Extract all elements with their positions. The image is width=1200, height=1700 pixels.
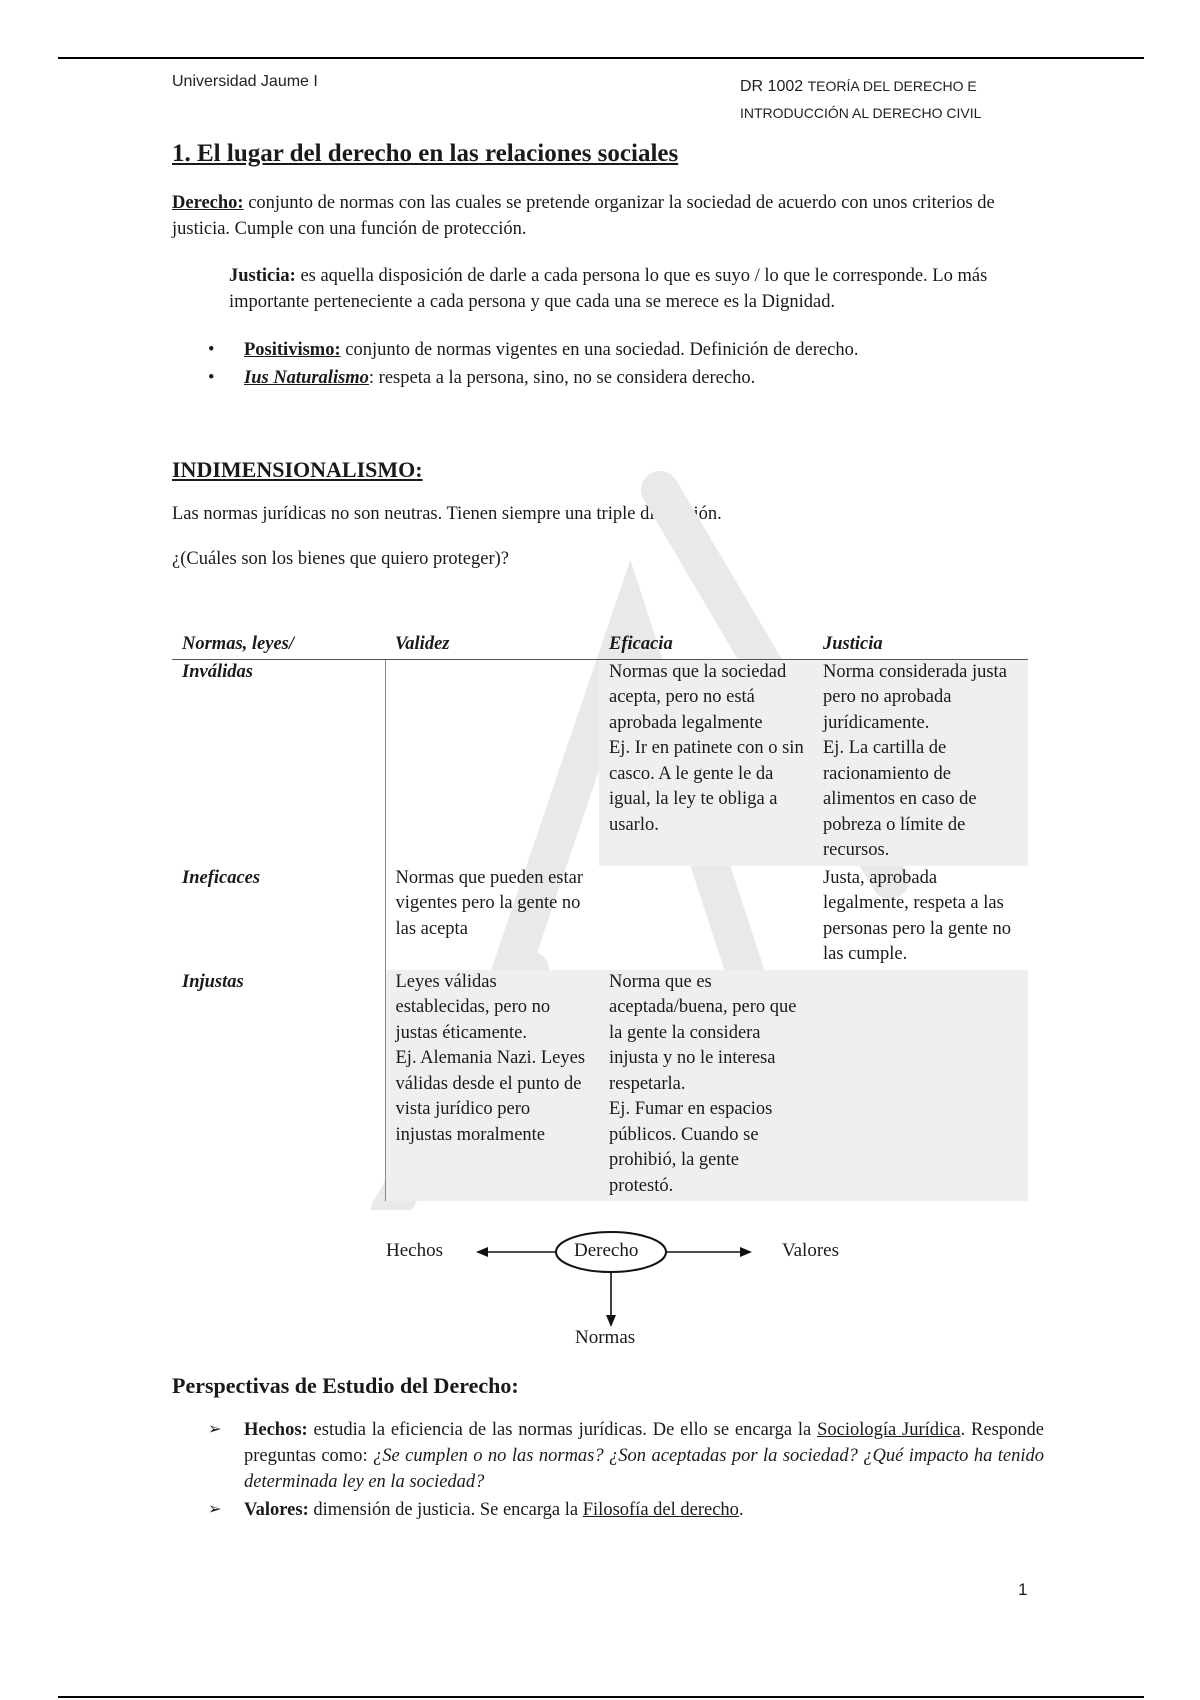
diagram-hechos: Hechos [386,1240,443,1261]
course-title-line2: INTRODUCCIÓN AL DERECHO CIVIL [740,105,982,121]
diagram-derecho: Derecho [574,1240,639,1261]
cell-validez: Leyes válidas establecidas, pero no justas éticamente. Ej. Alemania Nazi. Leyes válidas desde el punto de vista jurídico pero injustas moralmente [385,970,599,1202]
table-row [172,970,1028,1202]
bullet-label: Ius Naturalismo [244,368,369,388]
item-text: . Responde preguntas como: [244,1420,1044,1466]
perspectivas-title: Perspectivas de Estudio del Derecho: [172,1373,519,1398]
cell-justicia: Justa, aprobada legalmente, respeta a las personas pero la gente no las cumple. [823,867,1012,964]
bullet-icon: • [208,368,215,388]
cell-validez [385,659,599,866]
arrowhead-right-icon [740,1247,752,1257]
indimensionalismo-line1: Las normas jurídicas no son neutras. Tienen siempre una triple dimensión. [172,504,722,524]
cell-eficacia [599,866,813,970]
bullet-label: Positivismo: [244,340,341,360]
list-item [208,364,858,392]
header-course [740,73,981,126]
arrow-bullet-icon: ➢ [208,1501,222,1518]
arrowhead-left-icon [476,1247,488,1257]
list-item [208,1497,1044,1523]
doctrine-list [208,336,858,392]
cell-validez: Normas que pueden estar vigentes pero la gente no las acepta [385,866,599,970]
justicia-text: es aquella disposición de darle a cada persona lo que es suyo / lo que le corresponde. Lo más importante perteneciente a cada persona y que cada una se merece es la Dignidad. [229,266,988,312]
item-text: estudia la eficiencia de las normas jurídicas. De ello se encarga la [307,1420,818,1440]
table-header-row [172,632,1028,659]
header-university: Universidad Jaume I [172,73,318,90]
bullet-text: : respeta a la persona, sino, no se considera derecho. [368,368,756,388]
table-header: Justicia [813,632,1028,659]
indimensionalismo-line2: ¿(Cuáles son los bienes que quiero proteger)? [172,549,510,569]
arrowhead-down-icon [606,1315,616,1327]
top-rule [58,57,1144,59]
item-discipline: Filosofía del derecho [582,1500,739,1520]
item-label: Hechos: [244,1420,308,1440]
arrow-bullet-icon: ➢ [208,1421,222,1438]
table-header: Eficacia [599,632,813,659]
page-number: 1 [1018,1580,1028,1599]
derecho-definition [172,190,1052,242]
item-text: dimensión de justicia. Se encarga la [308,1500,583,1520]
table-row [172,659,1028,866]
course-code: DR 1002 [740,78,804,95]
item-questions: ¿Se cumplen o no las normas? ¿Son aceptadas por la sociedad? ¿Qué impacto ha tenido determinada ley en la sociedad? [244,1446,1044,1492]
derecho-label: Derecho: [172,193,244,213]
table-header: Normas, leyes/ [172,632,385,659]
bullet-icon: • [208,340,215,360]
perspectivas-list [208,1417,1044,1523]
list-item [208,1417,1044,1495]
diagram-normas: Normas [575,1327,636,1348]
dimensions-table [172,632,1028,1201]
diagram-valores: Valores [782,1240,839,1261]
bottom-rule [58,1696,1144,1698]
row-label: Ineficaces [182,867,261,888]
cell-eficacia: Normas que la sociedad acepta, pero no está aprobada legalmente Ej. Ir en patinete con o sin casco. A le gente le da igual, la ley te obliga a usarlo. [599,659,813,866]
row-label: Inválidas [182,661,253,682]
cell-justicia: Norma considerada justa pero no aprobada jurídicamente. Ej. La cartilla de racionamiento de alimentos en caso de pobreza o límite de recursos. [813,659,1028,866]
justicia-label: Justicia: [229,266,296,286]
list-item [208,336,858,364]
row-label: Injustas [182,971,244,992]
course-title-line1: TEORÍA DEL DERECHO E [807,78,977,94]
derecho-text: conjunto de normas con las cuales se pretende organizar la sociedad de acuerdo con unos criterios de justicia. Cumple con una función de protección. [172,193,995,239]
table-row [172,866,1028,970]
item-label: Valores: [244,1500,309,1520]
justicia-definition [229,263,1059,315]
item-discipline: Sociología Jurídica [817,1420,961,1440]
item-text: . [738,1500,744,1520]
cell-eficacia: Norma que es aceptada/buena, pero que la gente la considera injusta y no le interesa respetarla. Ej. Fumar en espacios públicos. Cuando se prohibió, la gente protestó. [599,970,813,1202]
indimensionalismo-title: INDIMENSIONALISMO: [172,457,423,482]
bullet-text: conjunto de normas vigentes en una sociedad. Definición de derecho. [340,340,859,360]
cell-justicia [813,970,1028,1202]
table-header: Validez [385,632,599,659]
section-title: 1. El lugar del derecho en las relaciones sociales [172,140,679,167]
